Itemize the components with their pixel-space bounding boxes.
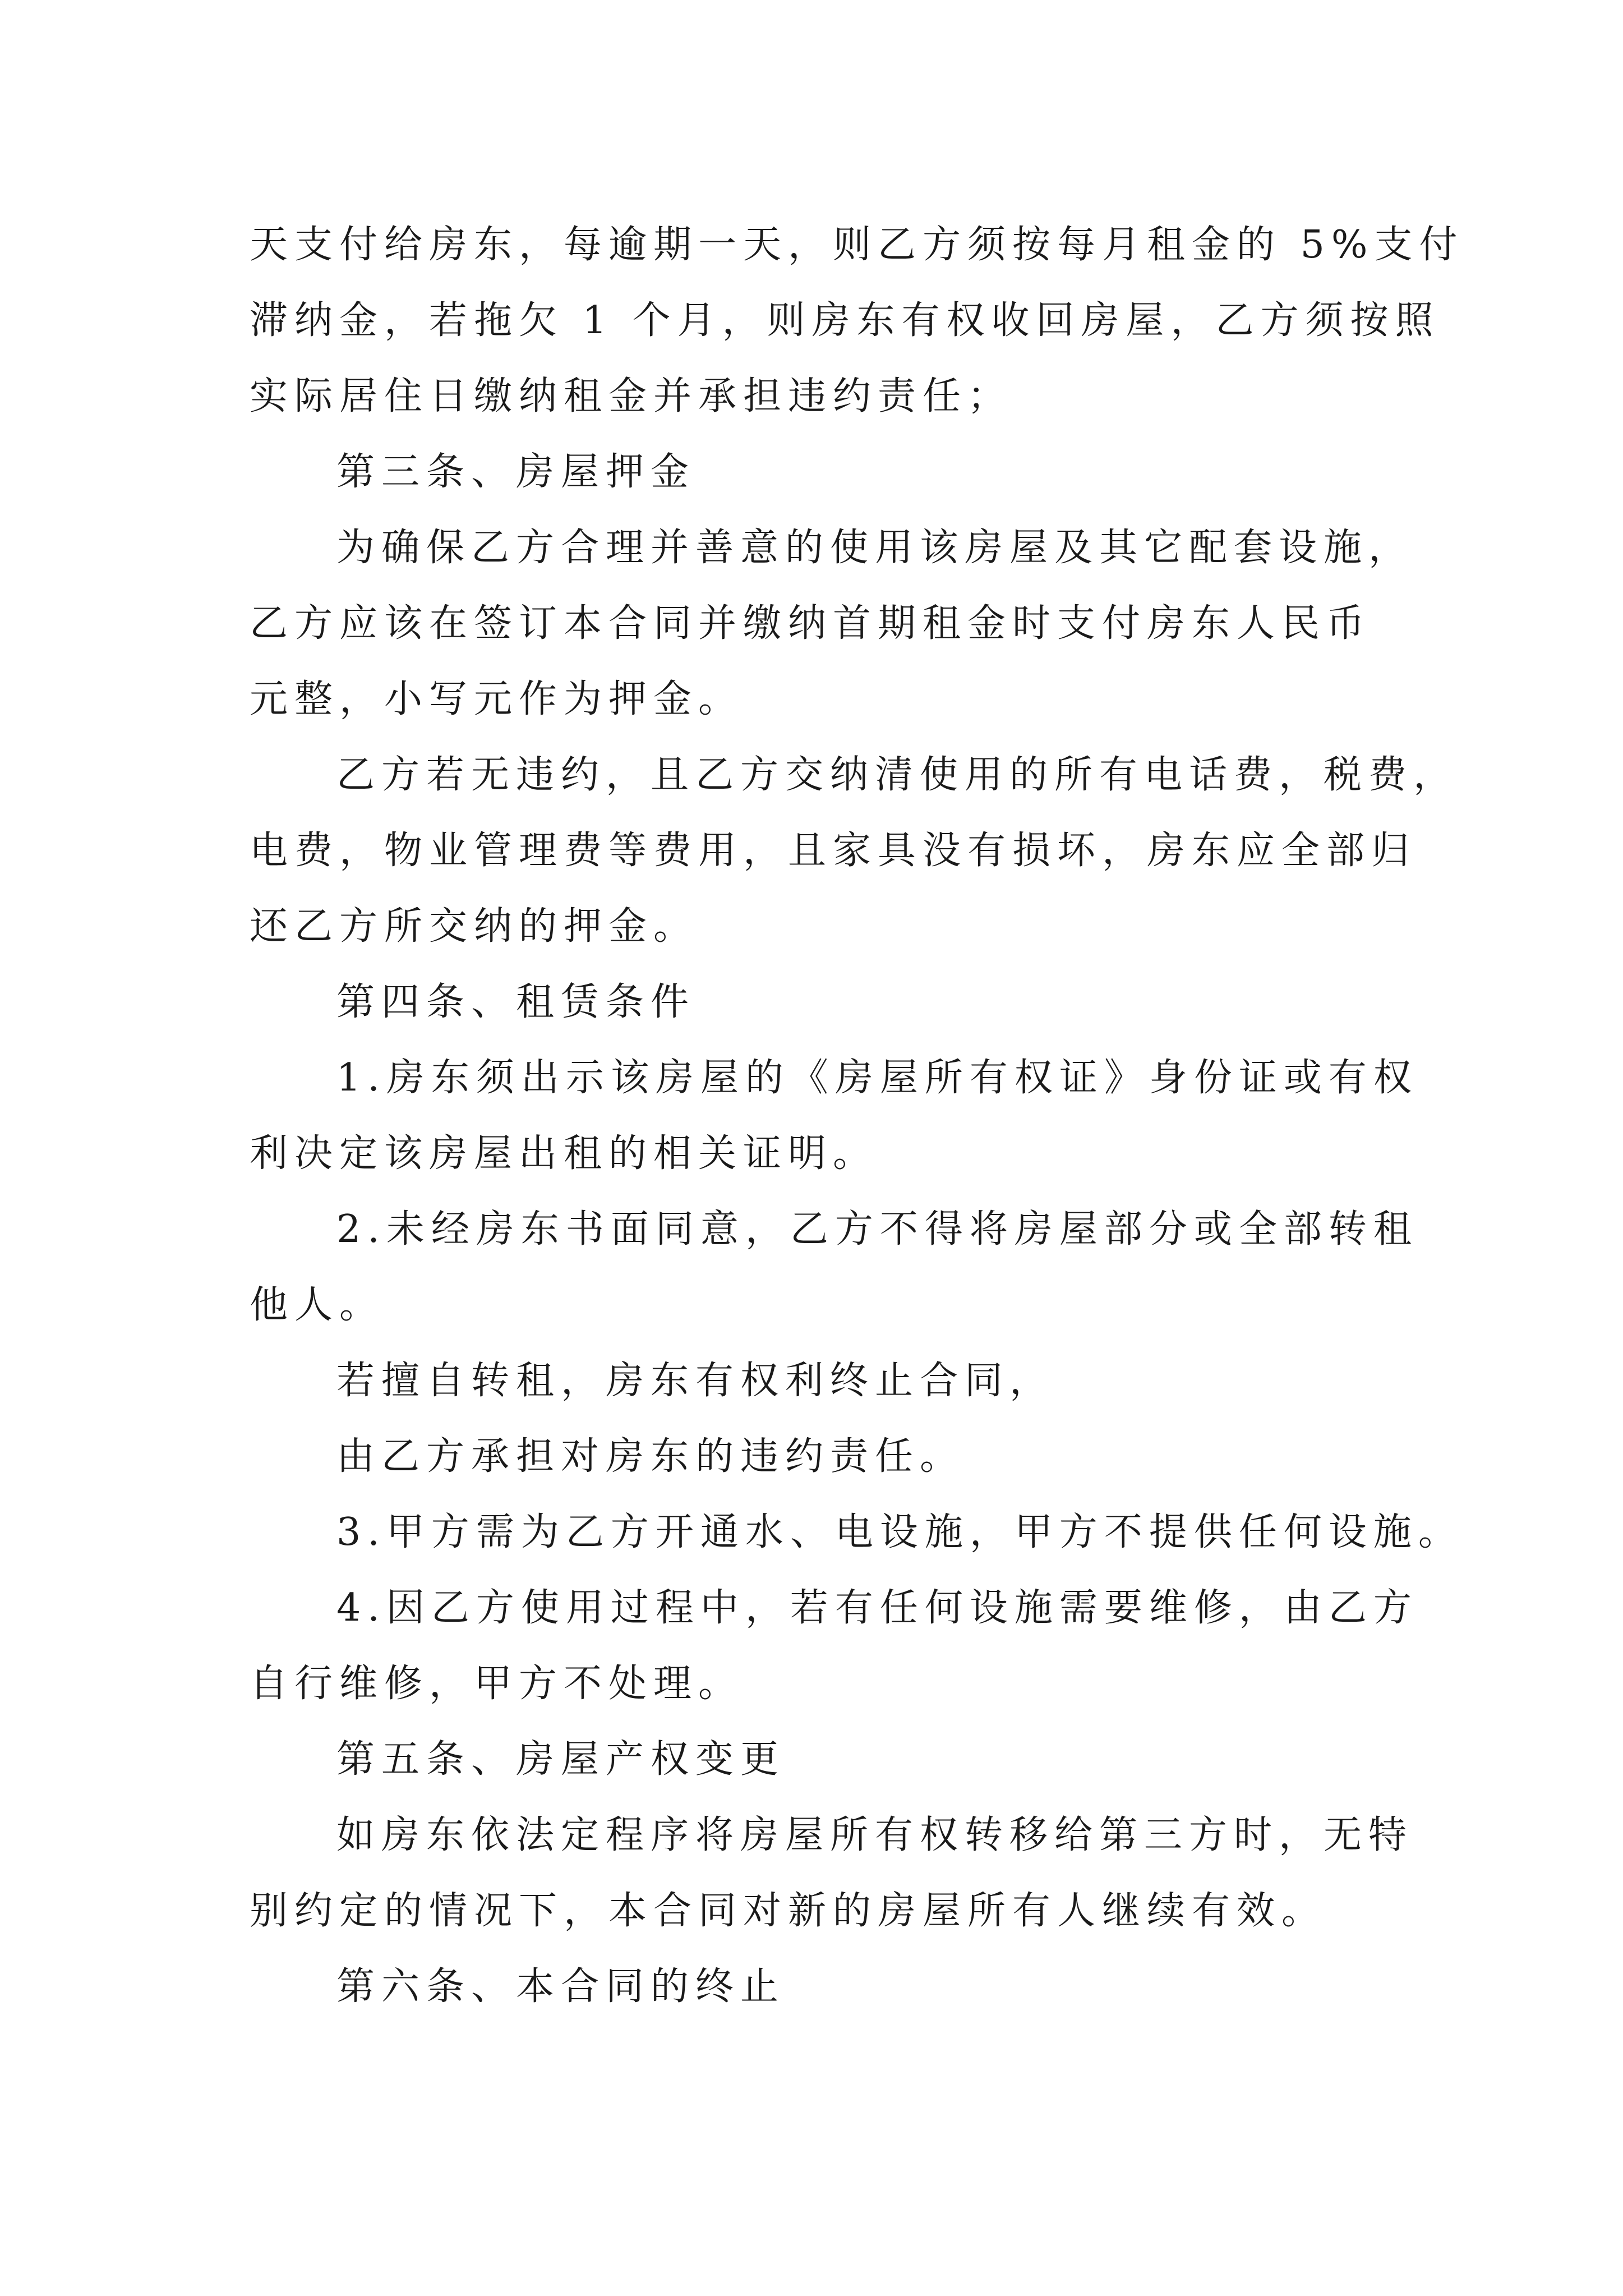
text-line: 还乙方所交纳的押金。: [250, 904, 699, 949]
text-line: 为确保乙方合理并善意的使用该房屋及其它配套设施，: [336, 526, 1414, 570]
text-line: 实际居住日缴纳租金并承担违约责任；: [250, 374, 1013, 418]
text-line: 4.因乙方使用过程中，若有任何设施需要维修，由乙方: [336, 1586, 1418, 1630]
text-line: 利决定该房屋出租的相关证明。: [250, 1131, 878, 1176]
text-line: 天支付给房东，每逾期一天，则乙方须按每月租金的 5%支付: [250, 223, 1464, 267]
text-line: 元整，小写元作为押金。: [250, 677, 744, 721]
text-line: 别约定的情况下，本合同对新的房屋所有人继续有效。: [250, 1889, 1327, 1933]
section-heading: 第六条、本合同的终止: [336, 1964, 786, 2009]
text-line: 乙方应该在签订本合同并缴纳首期租金时支付房东人民币: [250, 601, 1372, 646]
text-line: 若擅自转租，房东有权利终止合同，: [336, 1359, 1055, 1403]
text-line: 自行维修，甲方不处理。: [250, 1662, 744, 1706]
text-line: 滞纳金，若拖欠 1 个月，则房东有权收回房屋，乙方须按照: [250, 298, 1440, 343]
text-line: 电费，物业管理费等费用，且家具没有损坏，房东应全部归: [250, 829, 1417, 873]
text-line: 他人。: [250, 1283, 385, 1327]
section-heading: 第四条、租赁条件: [336, 980, 696, 1024]
text-line: 如房东依法定程序将房屋所有权转移给第三方时，无特: [336, 1813, 1414, 1857]
section-heading: 第五条、房屋产权变更: [336, 1737, 786, 1782]
text-line: 2.未经房东书面同意，乙方不得将房屋部分或全部转租: [336, 1207, 1418, 1251]
text-line: 1.房东须出示该房屋的《房屋所有权证》身份证或有权: [336, 1056, 1418, 1100]
text-line: 3.甲方需为乙方开通水、电设施，甲方不提供任何设施。: [336, 1510, 1463, 1554]
text-line: 乙方若无违约，且乙方交纳清使用的所有电话费，税费，: [336, 753, 1459, 797]
section-heading: 第三条、房屋押金: [336, 450, 696, 494]
text-line: 由乙方承担对房东的违约责任。: [336, 1434, 965, 1479]
